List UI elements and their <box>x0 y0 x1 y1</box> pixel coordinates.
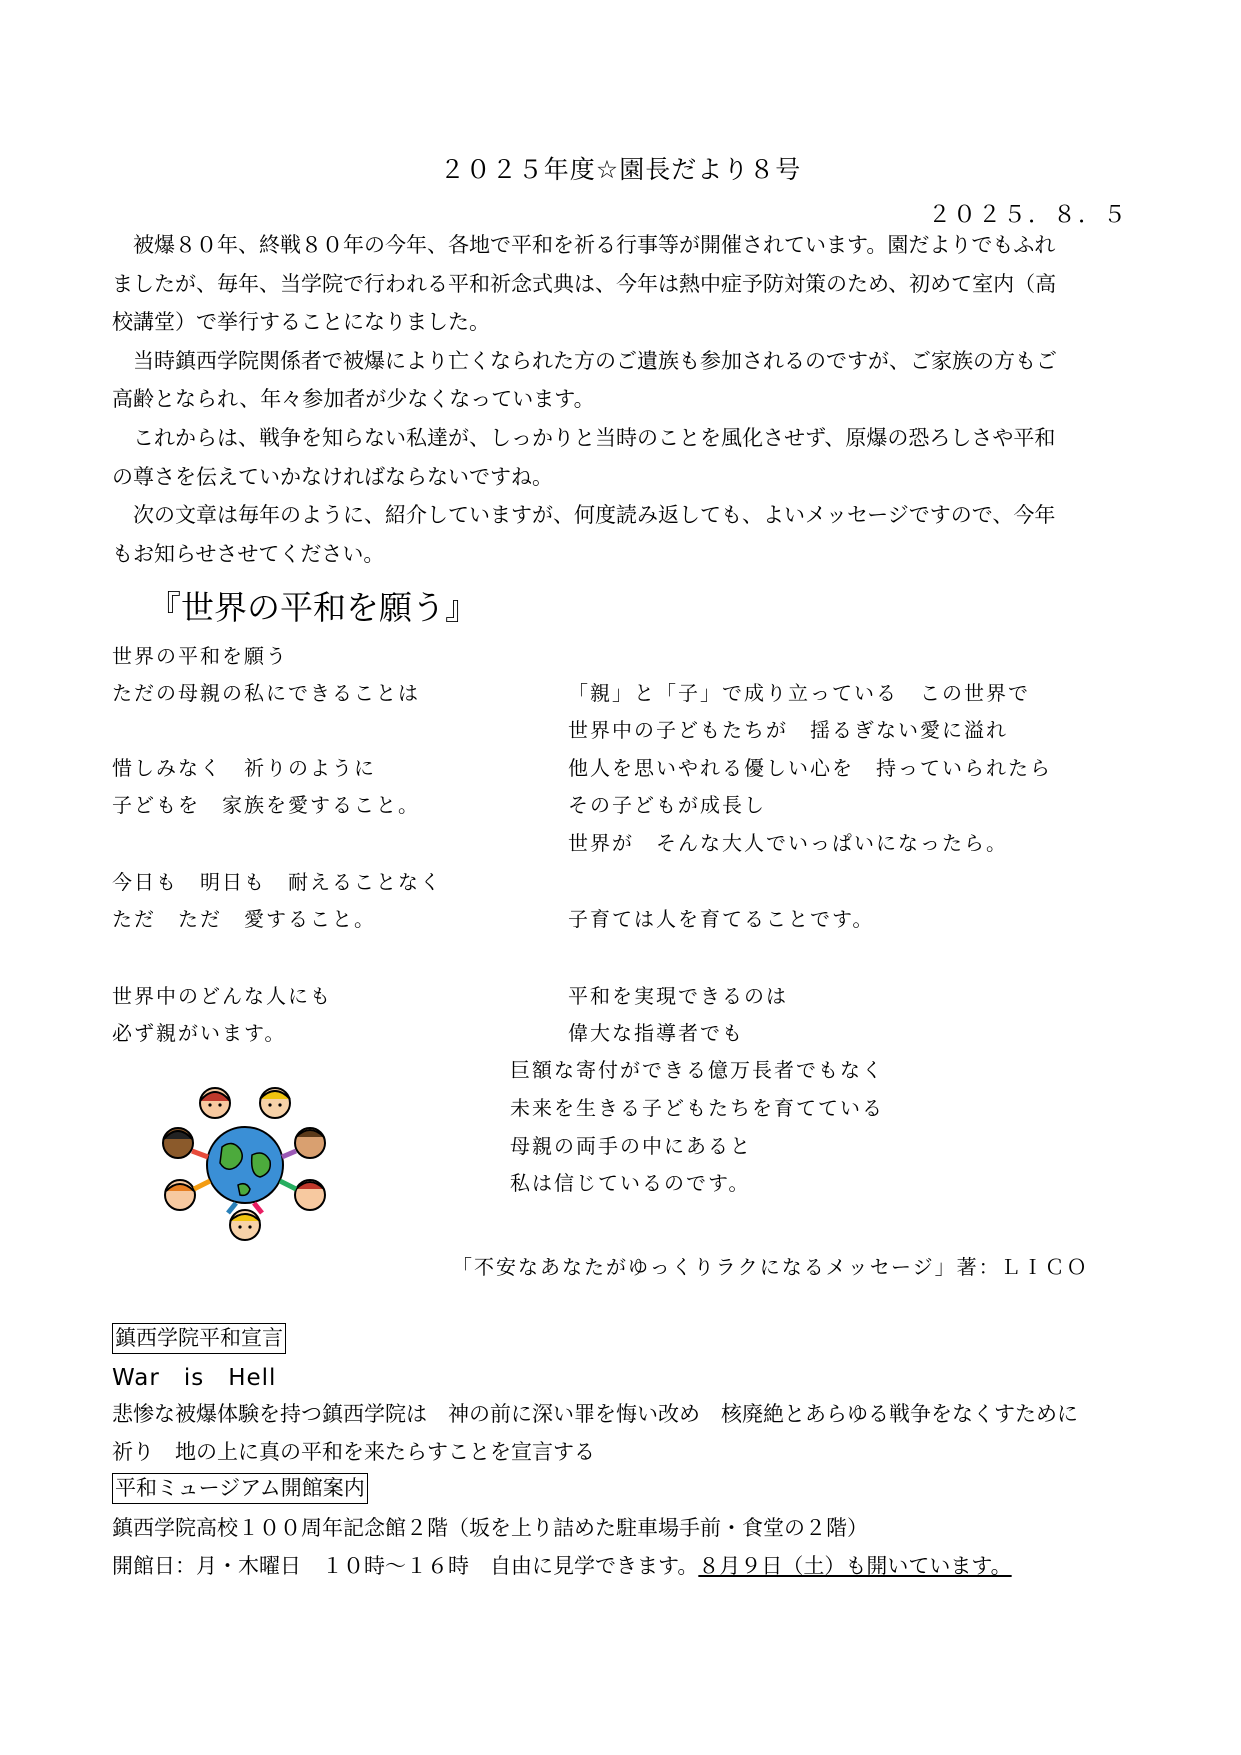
intro-line: ましたが、毎年、当学院で行われる平和祈念式典は、今年は熱中症予防対策のため、初めて室内（高 <box>112 271 1057 296</box>
poem-right-line: 母親の両手の中にあると <box>510 1134 752 1158</box>
intro-line: これからは、戦争を知らない私達が、しっかりと当時のことを風化させず、原爆の恐ろしさや平和 <box>133 425 1056 450</box>
intro-line: 次の文章は毎年のように、紹介していますが、何度読み返しても、よいメッセージですので、今年 <box>133 503 1056 528</box>
poem-right-line: 偉大な指導者でも <box>568 1021 744 1045</box>
poem-left-line: 子どもを 家族を愛すること。 <box>112 793 420 817</box>
museum-hours-line <box>112 1550 1012 1580</box>
poem-right-line: 私は信じているのです。 <box>510 1171 751 1195</box>
poem-left-line: 今日も 明日も 耐えることなく <box>112 870 442 894</box>
intro-line: 高齢となられ、年々参加者が少なくなっています。 <box>112 387 595 412</box>
declaration-line: 祈り 地の上に真の平和を来たらすことを宣言する <box>112 1440 595 1464</box>
page-title: ２０２５年度☆園長だより８号 <box>439 155 802 184</box>
intro-line: 校講堂）で挙行することになりました。 <box>112 310 490 335</box>
poem-right-line: 未来を生きる子どもたちを育てている <box>510 1096 884 1120</box>
children-globe-illustration <box>160 1085 330 1245</box>
intro-line: 被爆８０年、終戦８０年の今年、各地で平和を祈る行事等が開催されています。園だよりでもふれ <box>133 233 1056 257</box>
poem-right-line: 世界中の子どもたちが 揺るぎない愛に溢れ <box>568 718 1008 742</box>
museum-location: 鎮西学院高校１００周年記念館２階（坂を上り詰めた駐車場手前・食堂の２階） <box>112 1516 868 1540</box>
intro-line: 当時鎮西学院関係者で被爆により亡くなられた方のご遺族も参加されるのですが、ご家族の方もご <box>133 348 1057 373</box>
intro-text <box>112 226 1142 573</box>
poem-right-line: その子どもが成長し <box>568 793 766 817</box>
museum-heading: 平和ミュージアム開館案内 <box>112 1473 368 1504</box>
intro-line: の尊さを伝えていかなければならないですね。 <box>112 464 553 489</box>
poem-right-line: 巨額な寄付ができる億万長者でもなく <box>510 1058 884 1082</box>
poem-left-line: 世界の平和を願う <box>112 644 288 668</box>
poem-left-line: 惜しみなく 祈りのように <box>112 756 376 780</box>
poem-credit: 「不安なあなたがゆっくりラクになるメッセージ」著：ＬＩＣＯ <box>452 1255 1089 1279</box>
declaration-heading: 鎮西学院平和宣言 <box>112 1323 286 1354</box>
museum-special-open: ８月９日（土）も開いています。 <box>698 1554 1012 1578</box>
poem-left-line: ただの母親の私にできることは <box>112 681 420 705</box>
poem-right-line: 平和を実現できるのは <box>568 984 788 1008</box>
museum-hours: 開館日：月・木曜日 １０時～１６時 自由に見学できます。 <box>112 1554 699 1578</box>
poem-right-line: 他人を思いやれる優しい心を 持っていられたら <box>568 756 1052 780</box>
poem-title: 『世界の平和を願う』 <box>148 588 478 627</box>
intro-line: もお知らせさせてください。 <box>112 541 385 566</box>
declaration-line: 悲惨な被爆体験を持つ鎮西学院は 神の前に深い罪を悔い改め 核廃絶とあらゆる戦争をなくすために <box>112 1402 1078 1426</box>
poem-left-line: 必ず親がいます。 <box>112 1021 287 1045</box>
poem-right-line: 子育ては人を育てることです。 <box>568 907 875 931</box>
declaration-slogan: War is Hell <box>112 1365 277 1391</box>
poem-left-line: 世界中のどんな人にも <box>112 984 332 1008</box>
poem-right-line: 世界が そんな大人でいっぱいになったら。 <box>568 831 1008 855</box>
poem-left-line: ただ ただ 愛すること。 <box>112 907 376 931</box>
poem-right-line: 「親」と「子」で成り立っている この世界で <box>568 681 1030 705</box>
issue-date: ２０２５．８．５ <box>928 202 1128 228</box>
